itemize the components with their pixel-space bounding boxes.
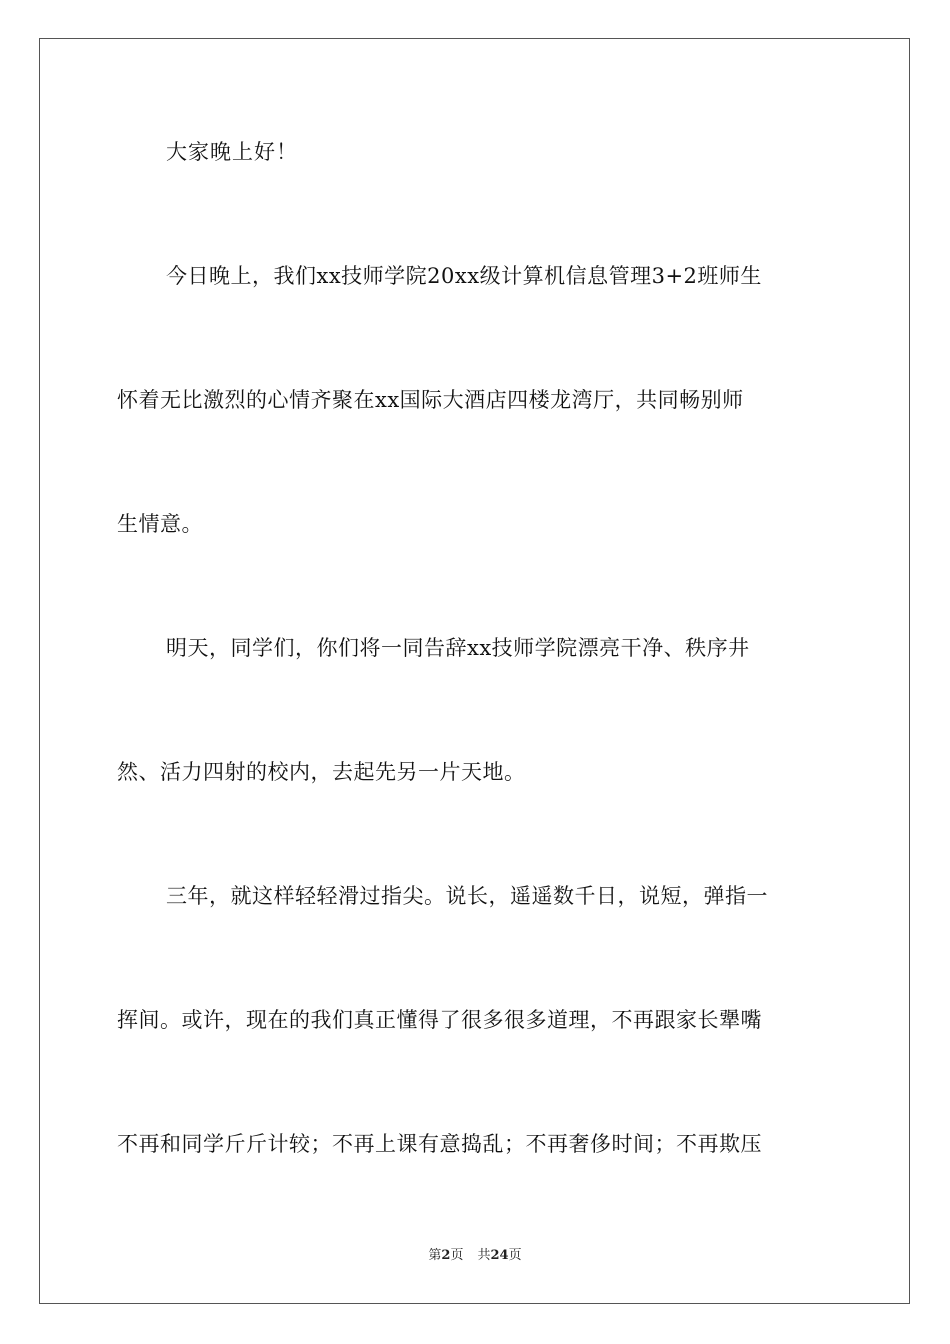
paragraph-2-line-2: 然、活力四射的校内，去起先另一片天地。 [117,760,526,784]
paragraph-1-line-2: 怀着无比激烈的心情齐聚在xx国际大酒店四楼龙湾厅，共同畅别师 [117,388,744,412]
paragraph-1-line-3: 生情意。 [117,512,203,536]
page-prefix: 第 [428,1248,442,1263]
total-suffix: 页 [508,1248,522,1263]
page-footer [0,1247,950,1265]
page-suffix: 页 [450,1248,464,1263]
paragraph-3-line-3: 不再和同学斤斤计较；不再上课有意捣乱；不再奢侈时间；不再欺压 [117,1132,762,1156]
page-border [39,38,910,1304]
page-number: 2 [441,1248,451,1263]
paragraph-2-line-1: 明天，同学们，你们将一同告辞xx技师学院漂亮干净、秩序井 [166,636,750,660]
paragraph-3-line-2: 挥间。或许，现在的我们真正懂得了很多很多道理，不再跟家长犟嘴 [117,1008,762,1032]
paragraph-3-line-1: 三年，就这样轻轻滑过指尖。说长，遥遥数千日，说短，弹指一 [166,884,768,908]
total-pages: 24 [490,1248,509,1263]
total-prefix: 共 [477,1248,491,1263]
greeting-line: 大家晚上好！ [166,140,298,164]
paragraph-1-line-1: 今日晚上，我们xx技师学院20xx级计算机信息管理3+2班师生 [166,264,762,288]
